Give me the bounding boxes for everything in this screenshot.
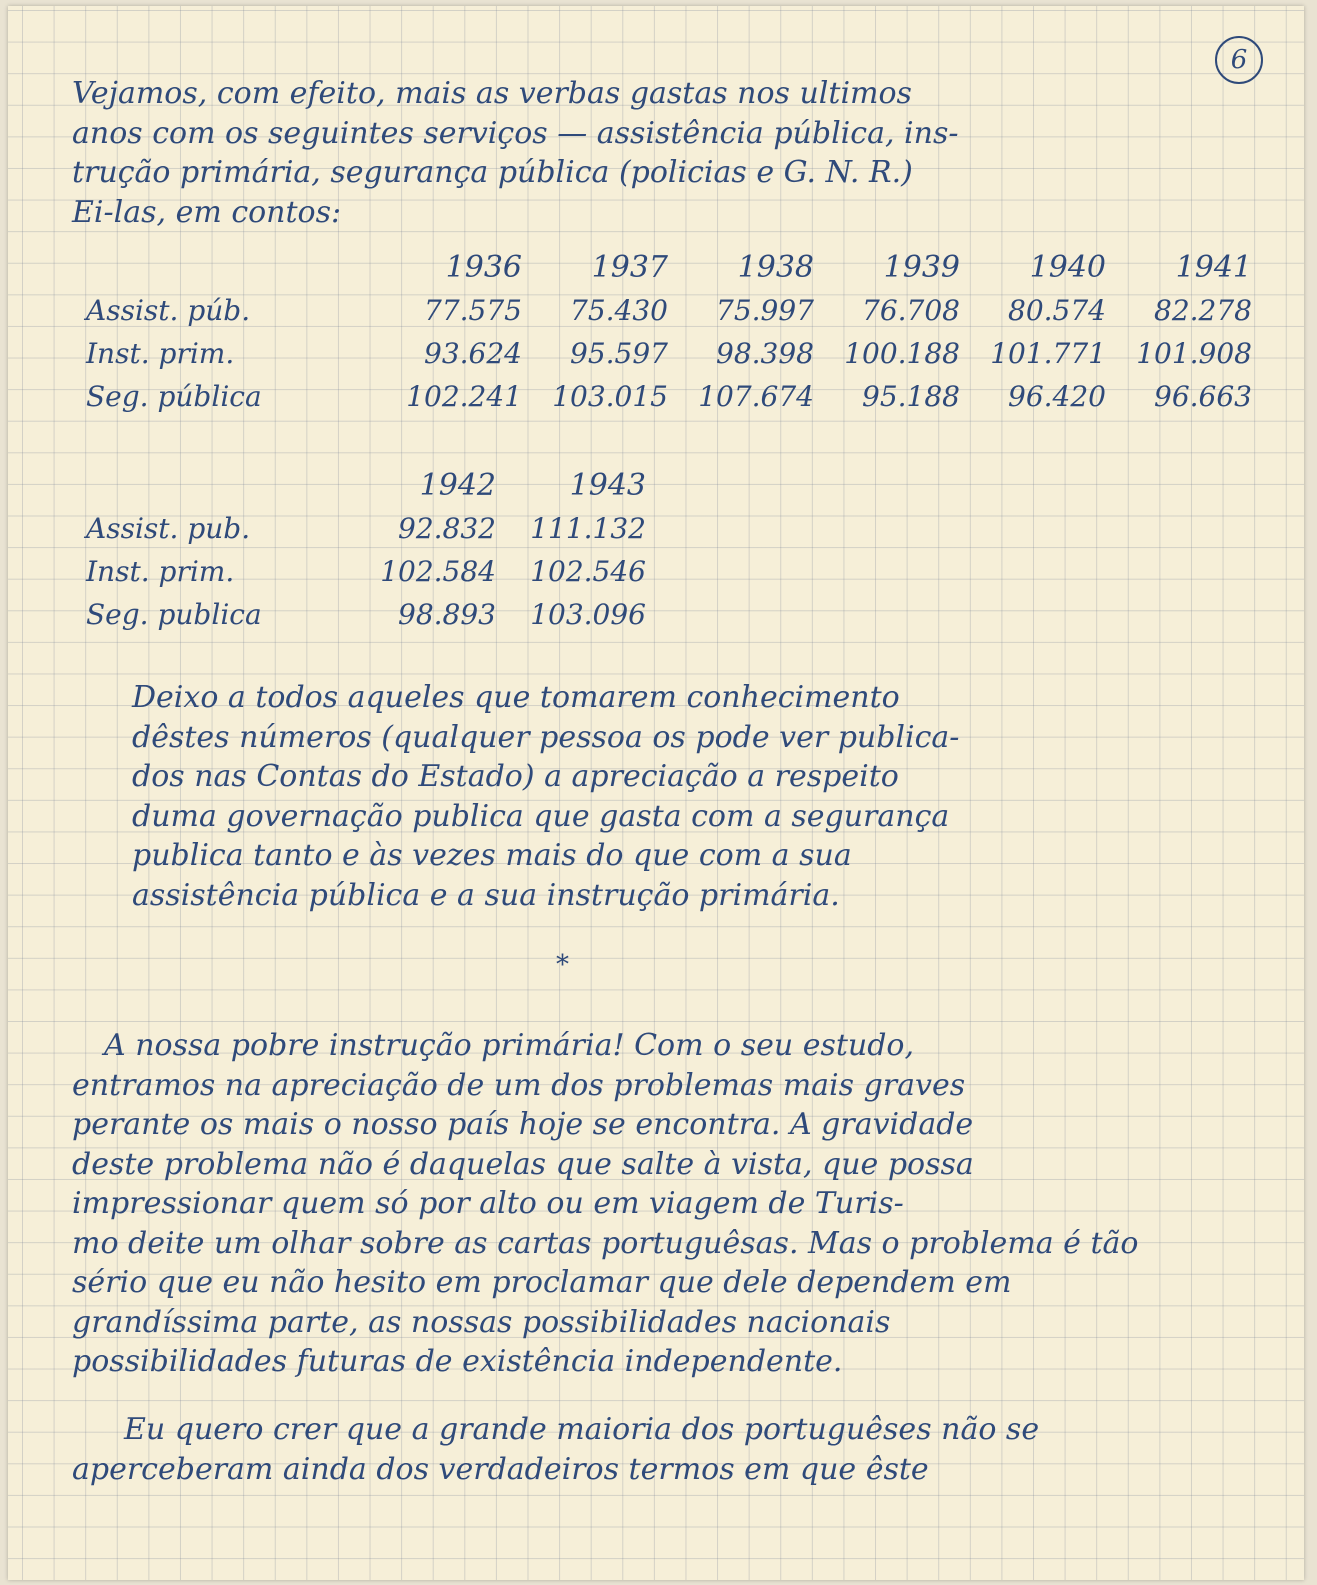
row-label: Seg. pública [86, 380, 262, 413]
row-label: Inst. prim. [86, 337, 235, 370]
intro-line: Vejamos, com efeito, mais as verbas gastas nos ultimos [72, 76, 912, 111]
table-cell: 96.420 [1008, 380, 1106, 413]
table-cell: 102.546 [530, 555, 646, 588]
table-cell: 93.624 [424, 337, 522, 370]
paragraph-line: mo deite um olhar sobre as cartas portuguêsas. Mas o problema é tão [72, 1225, 1139, 1261]
table-cell: 107.674 [698, 380, 814, 413]
expenses-table-1936-1941 [86, 246, 1276, 418]
table-cell: 101.771 [990, 337, 1106, 370]
paragraph-line: Eu quero crer que a grande maioria dos portuguêses não se [124, 1412, 1040, 1447]
year-header: 1938 [737, 250, 814, 285]
table-row [86, 593, 726, 636]
table-cell: 95.188 [862, 380, 960, 413]
section-separator: * [556, 950, 569, 980]
year-header: 1941 [1175, 250, 1252, 285]
paragraph-line: aperceberam ainda dos verdadeiros termos em que êste [72, 1451, 929, 1487]
table-cell: 80.574 [1008, 294, 1106, 327]
paragraph-line: grandíssima parte, as nossas possibilidades nacionais [72, 1304, 891, 1340]
year-header: 1943 [569, 468, 646, 503]
table-cell: 98.398 [716, 337, 814, 370]
paragraph-line: publica tanto e às vezes mais do que com a sua [132, 838, 852, 873]
paragraph-line: entramos na apreciação de um dos problemas mais graves [72, 1067, 966, 1103]
table-header-row [86, 246, 1276, 289]
table-cell: 75.430 [570, 294, 668, 327]
paragraph-closing [72, 1410, 1262, 1489]
year-header: 1940 [1029, 250, 1106, 285]
year-header: 1936 [445, 250, 522, 285]
paragraph-public-spending [72, 678, 1262, 915]
table-cell: 103.096 [530, 598, 646, 631]
table-cell: 82.278 [1154, 294, 1252, 327]
table-cell: 102.241 [406, 380, 522, 413]
intro-line: anos com os seguintes serviços — assistência pública, ins- [72, 115, 959, 151]
table-cell: 98.893 [398, 598, 496, 631]
intro-line: Ei-las, em contos: [72, 194, 342, 230]
table-row [86, 375, 1276, 418]
row-label: Assist. púb. [86, 294, 251, 327]
table-row [86, 332, 1276, 375]
paragraph-line: possibilidades futuras de existência independente. [72, 1344, 843, 1379]
expenses-table-1942-1943 [86, 464, 726, 636]
page-number: 6 [1215, 36, 1263, 84]
paragraph-line: deste problema não é daquelas que salte à vista, que possa [72, 1146, 974, 1182]
table-header-row [86, 464, 726, 507]
paragraph-line: duma governação publica que gasta com a segurança [132, 798, 950, 834]
table-cell: 76.708 [862, 294, 960, 327]
paragraph-line: Deixo a todos aqueles que tomarem conhecimento [132, 680, 900, 715]
row-label: Seg. publica [86, 598, 262, 631]
intro-line: trução primária, segurança pública (policias e G. N. R.) [72, 155, 913, 190]
row-label: Inst. prim. [86, 555, 235, 588]
table-row [86, 550, 726, 593]
paragraph-line: sério que eu não hesito em proclamar que dele dependem em [72, 1265, 1012, 1300]
year-header: 1937 [591, 250, 668, 285]
table-cell: 102.584 [380, 555, 496, 588]
table-cell: 92.832 [398, 512, 496, 545]
paragraph-line: assistência pública e a sua instrução primária. [132, 877, 840, 913]
table-cell: 77.575 [424, 294, 522, 327]
notebook-page [8, 6, 1304, 1580]
intro-paragraph [72, 74, 1262, 232]
paragraph-line: A nossa pobre instrução primária! Com o seu estudo, [104, 1028, 915, 1063]
paragraph-line: dêstes números (qualquer pessoa os pode ver publica- [132, 719, 960, 755]
year-header: 1942 [419, 468, 496, 503]
table-cell: 95.597 [570, 337, 668, 370]
table-row [86, 289, 1276, 332]
year-header: 1939 [883, 250, 960, 285]
table-row [86, 507, 726, 550]
table-cell: 100.188 [844, 337, 960, 370]
paragraph-primary-instruction [72, 1026, 1262, 1382]
table-cell: 103.015 [552, 380, 668, 413]
paragraph-line: perante os mais o nosso país hoje se encontra. A gravidade [72, 1107, 974, 1142]
row-label: Assist. pub. [86, 512, 251, 545]
table-cell: 101.908 [1136, 337, 1252, 370]
paragraph-line: impressionar quem só por alto ou em viagem de Turis- [72, 1186, 904, 1221]
table-cell: 96.663 [1154, 380, 1252, 413]
paragraph-line: dos nas Contas do Estado) a apreciação a respeito [132, 759, 899, 794]
table-cell: 75.997 [716, 294, 814, 327]
table-cell: 111.132 [530, 512, 646, 545]
